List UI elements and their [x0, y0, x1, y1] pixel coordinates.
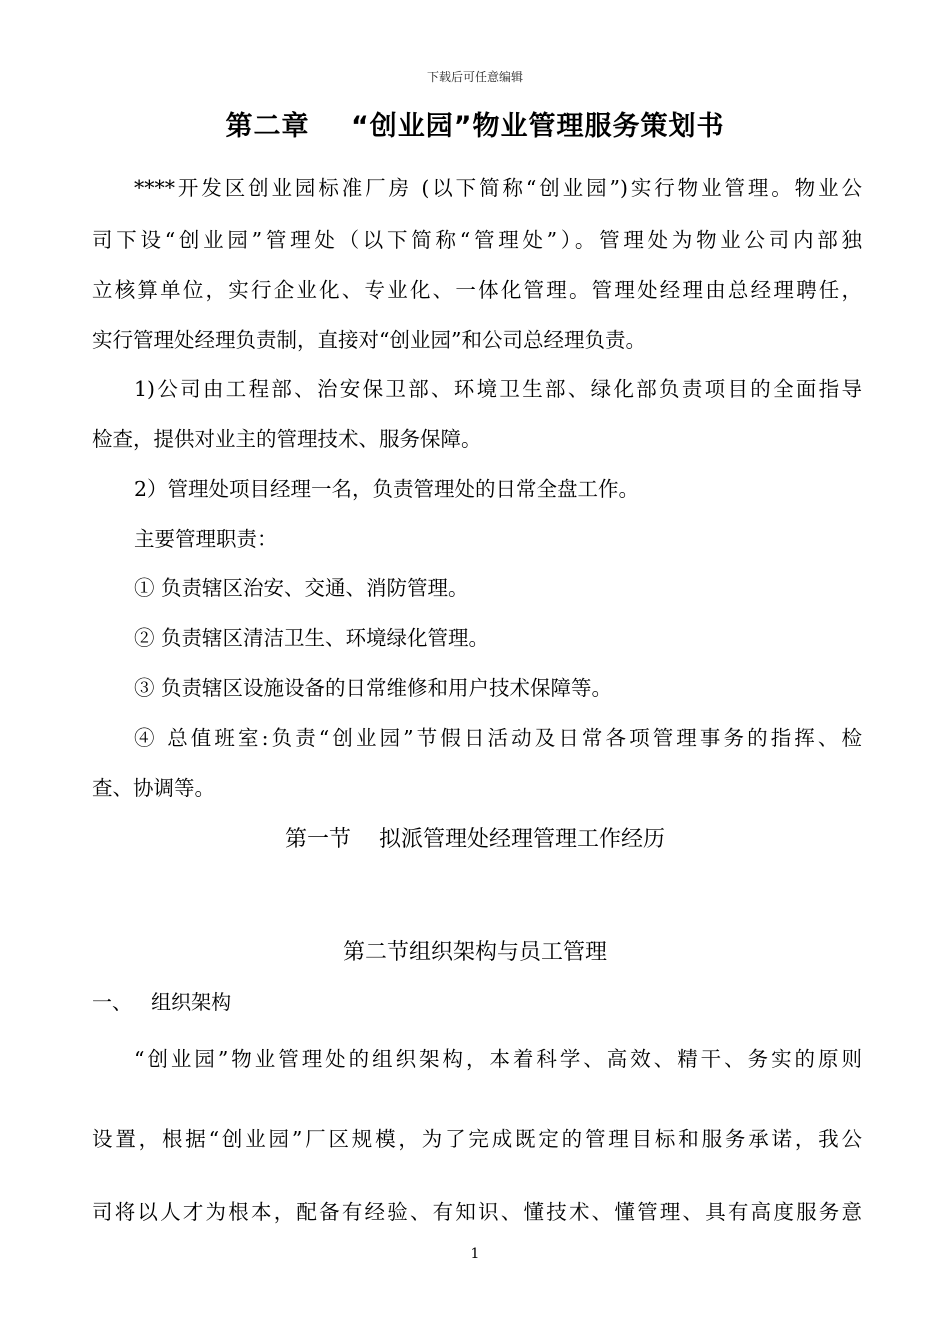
section-1-title: 第一节 拟派管理处经理管理工作经历	[285, 827, 665, 852]
intro-line-4: 实行管理处经理负责制，直接对“创业园”和公司总经理负责。	[92, 328, 646, 352]
duty-4-line-1: ④ 总值班室:负责“创业园”节假日活动及日常各项管理事务的指挥、检	[134, 726, 862, 750]
intro-line-2: 司下设“创业园”管理处（以下简称“管理处”）。管理处为物业公司内部独	[92, 228, 862, 252]
duties-title: 主要管理职责：	[134, 527, 278, 551]
item1-line-1: 1)公司由工程部、治安保卫部、环境卫生部、绿化部负责项目的全面指导	[134, 377, 862, 401]
page-number: 1	[470, 1246, 480, 1262]
org-line-1: “创业园”物业管理处的组织架构，本着科学、高效、精干、务实的原则	[134, 1047, 862, 1071]
chapter-title: 第二章 “创业园”物业管理服务策划书	[225, 111, 725, 142]
org-line-2: 设置，根据“创业园”厂区规模，为了完成既定的管理目标和服务承诺，我公	[92, 1127, 862, 1151]
item2-text: 2）管理处项目经理一名，负责管理处的日常全盘工作。	[134, 477, 640, 501]
subheading-org-structure: 一、 组织架构	[92, 990, 232, 1014]
section-2-title: 第二节组织架构与员工管理	[342, 940, 607, 965]
org-line-3: 司将以人才为根本，配备有经验、有知识、懂技术、懂管理、具有高度服务意	[92, 1200, 862, 1224]
intro-line-1: ****开发区创业园标准厂房 (以下简称“创业园”)实行物业管理。物业公	[134, 176, 862, 200]
duty-2: ② 负责辖区清洁卫生、环境绿化管理。	[134, 626, 490, 650]
duty-3: ③ 负责辖区设施设备的日常维修和用户技术保障等。	[134, 676, 613, 700]
duty-1: ① 负责辖区治安、交通、消防管理。	[134, 576, 469, 600]
duty-4-line-2: 查、协调等。	[92, 776, 215, 800]
intro-line-3: 立核算单位，实行企业化、专业化、一体化管理。管理处经理由总经理聘任，	[92, 278, 862, 302]
item1-line-2: 检查，提供对业主的管理技术、服务保障。	[92, 427, 482, 451]
page-header-note: 下载后可任意编辑	[426, 70, 523, 84]
